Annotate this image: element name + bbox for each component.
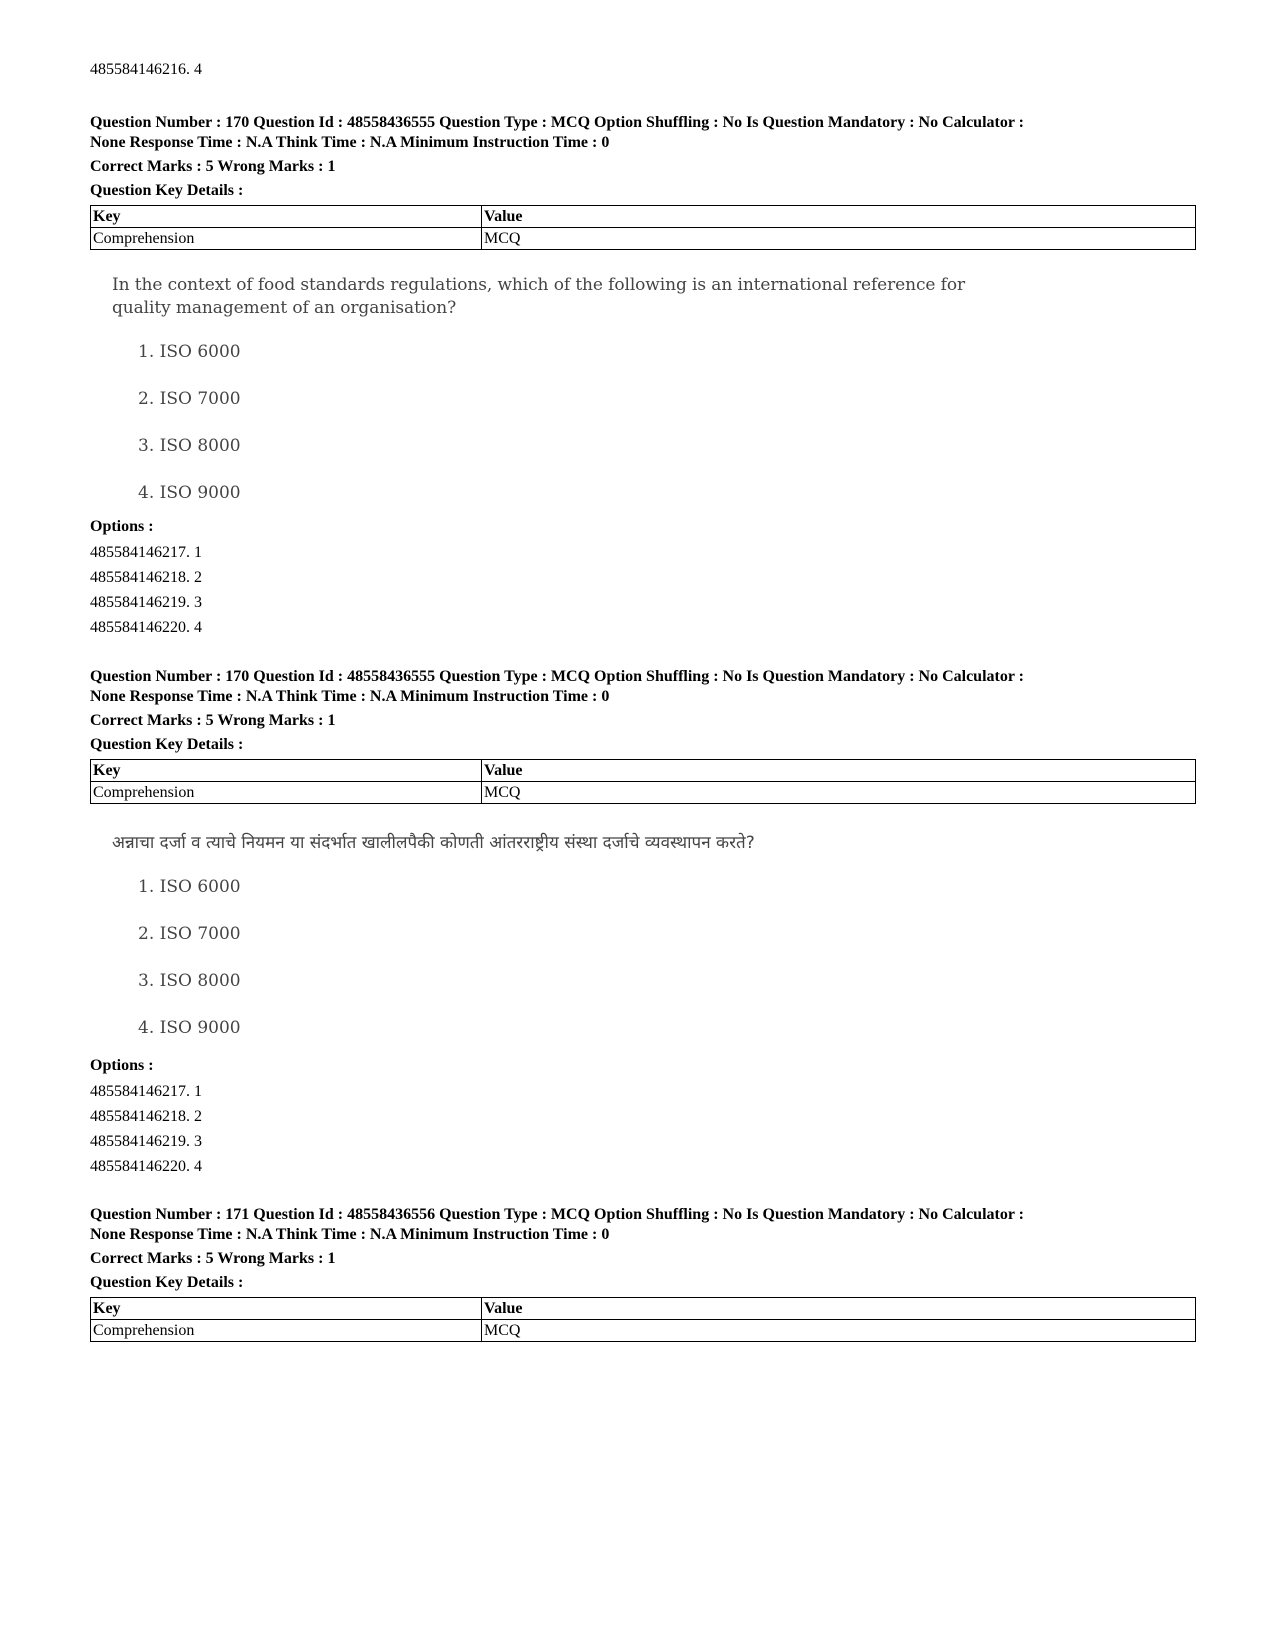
- question-meta-line1: Question Number : 170 Question Id : 48558436555 Question Type : MCQ Option Shuffling : No Is Question Mandatory : No Calculator :: [90, 114, 1024, 131]
- table-cell-value: MCQ: [482, 228, 1196, 250]
- table-row: [91, 782, 1196, 804]
- question-option: 3. ISO 8000: [138, 436, 241, 456]
- previous-option-line: 485584146216. 4: [90, 61, 202, 78]
- question-option: 1. ISO 6000: [138, 877, 241, 897]
- key-details-label: Question Key Details :: [90, 182, 244, 199]
- question-image: [112, 832, 1190, 1065]
- table-header-value: Value: [482, 1298, 1196, 1320]
- key-details-label: Question Key Details :: [90, 1274, 244, 1291]
- option-line: 485584146217. 1: [90, 1083, 202, 1100]
- option-line: 485584146217. 1: [90, 544, 202, 561]
- key-details-table: [90, 759, 1196, 804]
- options-block-1: [90, 517, 1190, 640]
- options-block-2: [90, 1056, 1190, 1179]
- question-option-list: [138, 342, 1190, 530]
- table-header-row: [91, 206, 1196, 228]
- option-line: 485584146220. 4: [90, 619, 202, 636]
- marks-line: Correct Marks : 5 Wrong Marks : 1: [90, 1250, 336, 1267]
- table-cell-value: MCQ: [482, 1320, 1196, 1342]
- table-header-key: Key: [91, 206, 482, 228]
- option-line: 485584146218. 2: [90, 569, 202, 586]
- question-meta: [90, 667, 1190, 707]
- question-meta-line2: None Response Time : N.A Think Time : N.A Minimum Instruction Time : 0: [90, 1226, 610, 1243]
- question-option: 4. ISO 9000: [138, 1018, 241, 1038]
- key-details-table: [90, 1297, 1196, 1342]
- key-details-table: [90, 205, 1196, 250]
- question-option: 1. ISO 6000: [138, 342, 241, 362]
- option-line: 485584146220. 4: [90, 1158, 202, 1175]
- table-row: [91, 1320, 1196, 1342]
- question-text: In the context of food standards regulations, which of the following is an international reference for quality management of an organisation?: [112, 275, 966, 318]
- table-header-value: Value: [482, 760, 1196, 782]
- table-header-key: Key: [91, 760, 482, 782]
- question-meta-line2: None Response Time : N.A Think Time : N.A Minimum Instruction Time : 0: [90, 688, 610, 705]
- option-line: 485584146219. 3: [90, 594, 202, 611]
- option-line: 485584146219. 3: [90, 1133, 202, 1150]
- question-option-list: [138, 877, 1190, 1065]
- table-row: [91, 228, 1196, 250]
- table-header-row: [91, 1298, 1196, 1320]
- question-option: 2. ISO 7000: [138, 924, 241, 944]
- marks-line: Correct Marks : 5 Wrong Marks : 1: [90, 712, 336, 729]
- question-text: अन्नाचा दर्जा व त्याचे नियमन या संदर्भात खालीलपैकी कोणती आंतरराष्ट्रीय संस्था दर्जाचे व्यवस्थापन करते?: [112, 833, 755, 853]
- table-header-key: Key: [91, 1298, 482, 1320]
- question-section-1: [90, 113, 1190, 530]
- question-meta-line2: None Response Time : N.A Think Time : N.A Minimum Instruction Time : 0: [90, 134, 610, 151]
- question-meta-line1: Question Number : 171 Question Id : 48558436556 Question Type : MCQ Option Shuffling : No Is Question Mandatory : No Calculator :: [90, 1206, 1024, 1223]
- options-label: Options :: [90, 1057, 154, 1074]
- option-line: 485584146218. 2: [90, 1108, 202, 1125]
- options-label: Options :: [90, 518, 154, 535]
- table-cell-key: Comprehension: [91, 228, 482, 250]
- key-details-label: Question Key Details :: [90, 736, 244, 753]
- table-header-row: [91, 760, 1196, 782]
- table-cell-key: Comprehension: [91, 782, 482, 804]
- question-option: 3. ISO 8000: [138, 971, 241, 991]
- marks-line: Correct Marks : 5 Wrong Marks : 1: [90, 158, 336, 175]
- question-image: [112, 274, 1190, 530]
- table-header-value: Value: [482, 206, 1196, 228]
- question-meta: [90, 1205, 1190, 1245]
- question-meta: [90, 113, 1190, 153]
- question-option: 2. ISO 7000: [138, 389, 241, 409]
- table-cell-value: MCQ: [482, 782, 1196, 804]
- question-meta-line1: Question Number : 170 Question Id : 48558436555 Question Type : MCQ Option Shuffling : No Is Question Mandatory : No Calculator :: [90, 668, 1024, 685]
- question-section-2: [90, 667, 1190, 1065]
- table-cell-key: Comprehension: [91, 1320, 482, 1342]
- question-option: 4. ISO 9000: [138, 483, 241, 503]
- question-section-3: [90, 1205, 1190, 1342]
